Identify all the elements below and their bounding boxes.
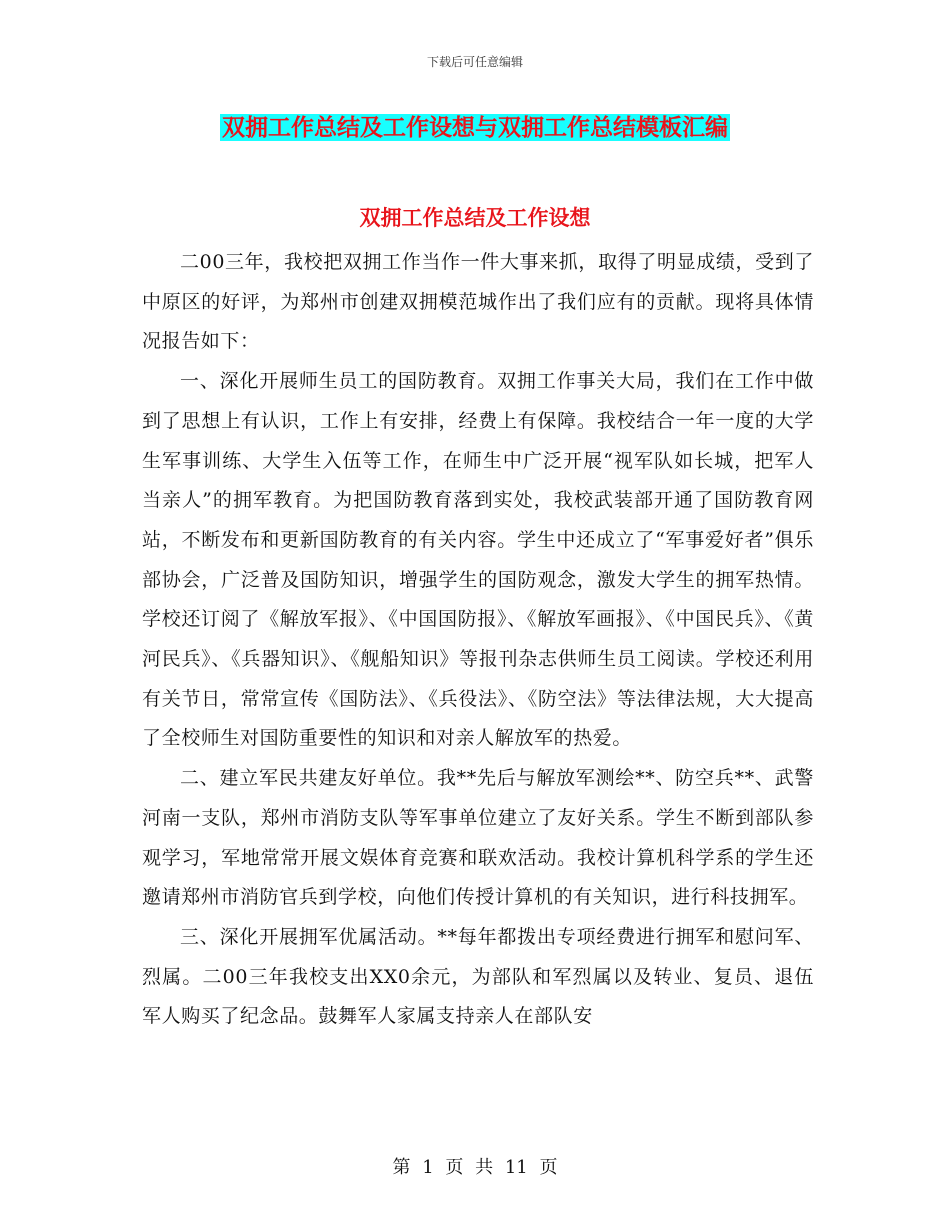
paragraph-national-defense-education: 一、深化开展师生员工的国防教育。双拥工作事关大局，我们在工作中做到了思想上有认识，工作上有安排，经费上有保障。我校结合一年一度的大学生军事训练、大学生入伍等工作，在师生中广泛开展“视军队如长城，把军人当亲人”的拥军教育。为把国防教育落到实处，我校武装部开通了国防教育网站，不断发布和更新国防教育的有关内容。学生中还成立了“军事爱好者”俱乐部协会，广泛普及国防知识，增强学生的国防观念，激发大学生的拥军热情。学校还订阅了《解放军报》、《中国国防报》、《解放军画报》、《中国民兵》、《黄河民兵》、《兵器知识》、《舰船知识》等报刊杂志供师生员工阅读。学校还利用有关节日，常常宣传《国防法》、《兵役法》、《防空法》等法律法规，大大提高了全校师生对国防重要性的知识和对亲人解放军的热爱。 <box>142 370 814 750</box>
page-number-footer: 第 1 页 共 11 页 <box>392 1157 558 1178</box>
document-title-text: 双拥工作总结及工作设想与双拥工作总结模板汇编 <box>222 114 728 141</box>
document-body <box>142 243 814 1037</box>
document-title <box>0 112 950 144</box>
paragraph-friendly-units: 二、建立军民共建友好单位。我**先后与解放军测绘**、防空兵**、武警河南一支队，郑州市消防支队等军事单位建立了友好关系。学生不断到部队参观学习，军地常常开展文娱体育竞赛和联欢活动。我校计算机科学系的学生还邀请郑州市消防官兵到学校，向他们传授计算机的有关知识，进行科技拥军。 <box>142 767 814 909</box>
paragraph-intro: 二00三年，我校把双拥工作当作一件大事来抓，取得了明显成绩，受到了中原区的好评，为郑州市创建双拥模范城作出了我们应有的贡献。现将具体情况报告如下： <box>142 251 814 353</box>
section-title: 双拥工作总结及工作设想 <box>359 205 591 230</box>
paragraph-support-activities: 三、深化开展拥军优属活动。**每年都拨出专项经费进行拥军和慰问军、烈属。二00三年我校支出XX0余元，为部队和军烈属以及转业、复员、退伍军人购买了纪念品。鼓舞军人家属支持亲人在部队安 <box>142 925 814 1028</box>
header-note: 下载后可任意编辑 <box>426 55 523 69</box>
